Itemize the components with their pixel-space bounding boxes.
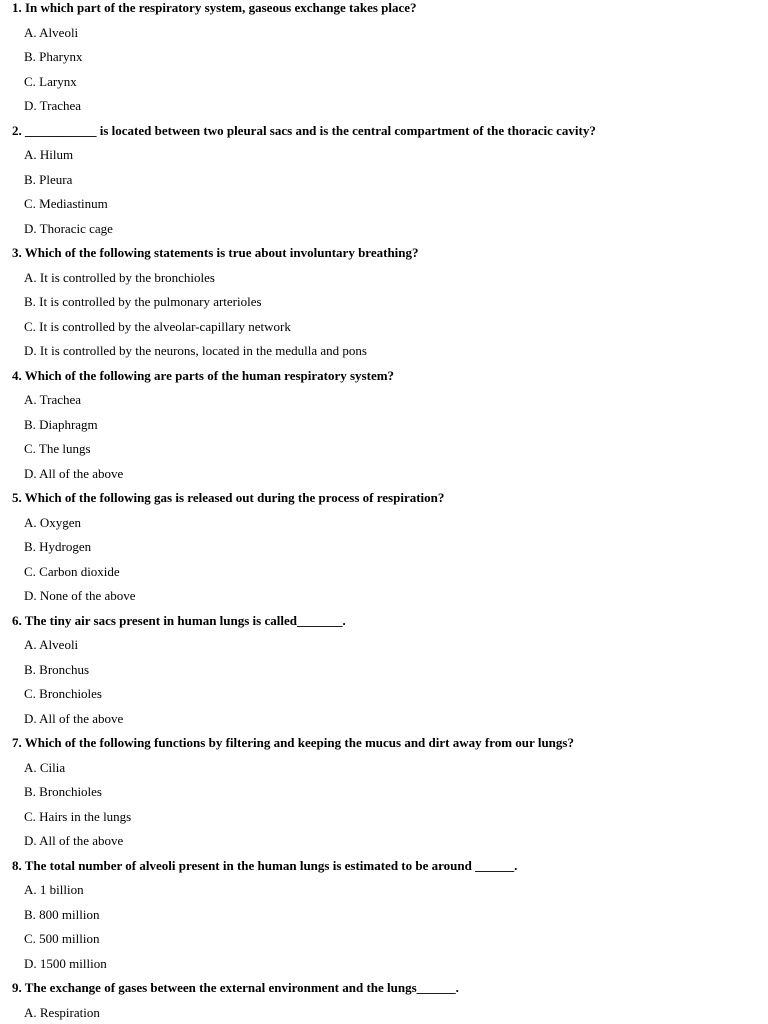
answer-option: A. Oxygen <box>24 514 82 530</box>
answer-option: C. Mediastinum <box>24 196 108 211</box>
answer-option: A. It is controlled by the bronchioles <box>24 269 215 285</box>
question-text: 2. ___________ is located between two pleural sacs and is the central compartment of the thoracic cavity? <box>12 122 596 138</box>
answer-option: B. It is controlled by the pulmonary arterioles <box>24 294 262 309</box>
answer-option: D. 1500 million <box>24 955 107 971</box>
answer-option: B. Bronchioles <box>24 784 102 799</box>
answer-option: D. All of the above <box>24 465 124 481</box>
question-text: 8. The total number of alveoli present in the human lungs is estimated to be around ______. <box>12 857 518 873</box>
question-text: 1. In which part of the respiratory system, gaseous exchange takes place? <box>12 0 417 15</box>
answer-option: C. Carbon dioxide <box>24 563 120 579</box>
answer-option: D. All of the above <box>24 710 124 726</box>
answer-option: A. 1 billion <box>24 882 84 897</box>
answer-option: A. Trachea <box>24 392 82 407</box>
answer-option: C. Bronchioles <box>24 686 102 701</box>
answer-option: B. Pharynx <box>24 49 83 64</box>
answer-option: A. Hilum <box>24 147 74 162</box>
answer-option: B. Hydrogen <box>24 539 92 554</box>
question-text: 9. The exchange of gases between the external environment and the lungs______. <box>12 980 459 995</box>
answer-option: C. The lungs <box>24 441 91 456</box>
answer-option: A. Alveoli <box>24 637 79 652</box>
answer-option: D. It is controlled by the neurons, located in the medulla and pons <box>24 343 367 358</box>
question-text: 6. The tiny air sacs present in human lungs is called_______. <box>12 612 346 628</box>
answer-option: C. It is controlled by the alveolar-capillary network <box>24 318 291 334</box>
answer-option: A. Respiration <box>24 1004 100 1020</box>
answer-option: C. Hairs in the lungs <box>24 808 132 824</box>
answer-option: C. Larynx <box>24 73 77 89</box>
question-text: 3. Which of the following statements is true about involuntary breathing? <box>12 245 419 260</box>
answer-option: D. None of the above <box>24 588 136 603</box>
answer-option: B. Pleura <box>24 171 73 187</box>
answer-option: A. Alveoli <box>24 24 79 40</box>
answer-option: B. Bronchus <box>24 661 89 677</box>
answer-option: A. Cilia <box>24 759 66 775</box>
question-text: 5. Which of the following gas is released out during the process of respiration? <box>12 490 445 505</box>
answer-option: B. Diaphragm <box>24 416 98 432</box>
question-text: 7. Which of the following functions by filtering and keeping the mucus and dirt away from our lungs? <box>12 735 574 750</box>
answer-option: B. 800 million <box>24 906 100 922</box>
answer-option: C. 500 million <box>24 931 100 946</box>
answer-option: D. All of the above <box>24 833 124 848</box>
answer-option: D. Trachea <box>24 98 82 113</box>
question-text: 4. Which of the following are parts of the human respiratory system? <box>12 367 395 383</box>
answer-option: D. Thoracic cage <box>24 220 113 236</box>
